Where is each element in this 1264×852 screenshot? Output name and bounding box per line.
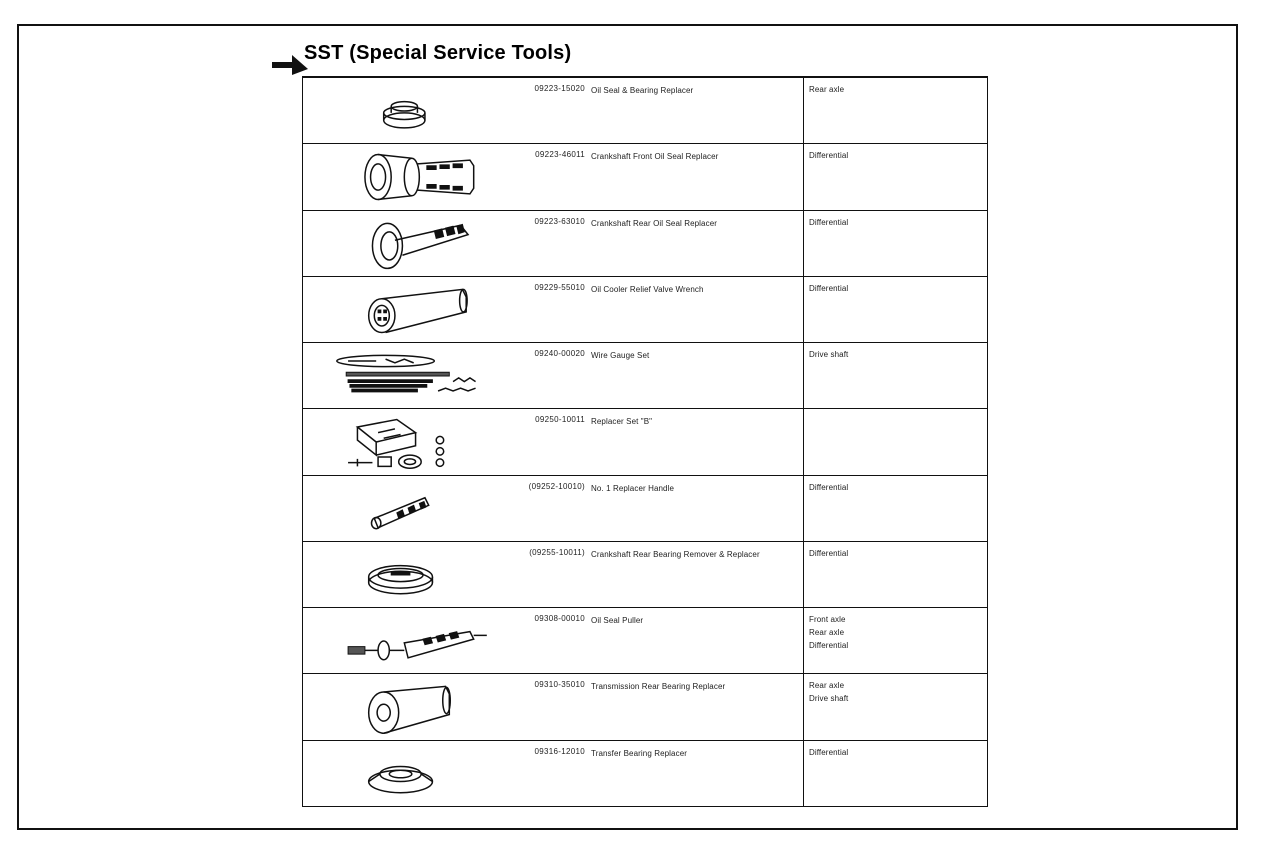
tool-cell xyxy=(303,210,804,276)
tool-name: Wire Gauge Set xyxy=(591,351,650,361)
usage-cell xyxy=(804,475,988,541)
part-number: 09310-35010 xyxy=(534,680,585,690)
replacer-handle-icon xyxy=(329,479,489,539)
tool-row xyxy=(303,475,988,541)
usage-item: Drive shaft xyxy=(809,694,849,704)
usage-item: Front axle xyxy=(809,615,846,625)
usage-cell xyxy=(804,77,988,144)
part-number: 09250-10011 xyxy=(535,415,585,425)
usage-item: Differential xyxy=(809,548,849,558)
tool-row xyxy=(303,77,988,144)
tool-row xyxy=(303,541,988,607)
tool-row xyxy=(303,409,988,475)
part-number: 09308-00010 xyxy=(534,614,585,624)
tool-name: No. 1 Replacer Handle xyxy=(591,483,675,493)
usage-item: Differential xyxy=(809,217,849,227)
tool-name: Crankshaft Rear Oil Seal Replacer xyxy=(591,218,718,228)
tool-name: Replacer Set "B" xyxy=(591,417,653,427)
usage-cell xyxy=(804,674,988,740)
part-number: 09223-46011 xyxy=(535,150,585,160)
usage-cell xyxy=(804,210,988,276)
usage-item: Rear axle xyxy=(809,628,845,638)
tool-row xyxy=(303,343,988,409)
tool-name: Oil Cooler Relief Valve Wrench xyxy=(591,284,704,294)
usage-cell xyxy=(804,541,988,607)
tool-row xyxy=(303,674,988,740)
tool-cell xyxy=(303,276,804,342)
part-number: 09316-12010 xyxy=(534,746,585,756)
section-arrow-icon xyxy=(272,53,308,75)
usage-cell xyxy=(804,276,988,342)
part-number: (09255-10011) xyxy=(529,547,585,557)
usage-cell xyxy=(804,409,988,475)
usage-item: Differential xyxy=(809,283,849,293)
sst-table xyxy=(302,76,988,807)
tool-row xyxy=(303,210,988,276)
tool-cell xyxy=(303,343,804,409)
relief-valve-wrench-icon xyxy=(329,280,489,340)
crankshaft-front-oil-seal-replacer-icon xyxy=(329,147,489,207)
tool-cell xyxy=(303,740,804,806)
tool-cell xyxy=(303,475,804,541)
part-number: 09240-00020 xyxy=(534,349,585,359)
oil-seal-replacer-icon xyxy=(329,81,489,141)
usage-item: Differential xyxy=(809,482,849,492)
usage-item: Differential xyxy=(809,151,849,161)
tool-row xyxy=(303,608,988,674)
replacer-set-icon xyxy=(329,412,489,472)
tool-row xyxy=(303,276,988,342)
page-title: SST (Special Service Tools) xyxy=(304,42,572,64)
usage-item: Drive shaft xyxy=(809,350,849,360)
usage-cell xyxy=(804,144,988,210)
tool-cell xyxy=(303,541,804,607)
tool-name: Transmission Rear Bearing Replacer xyxy=(591,682,726,692)
tool-name: Crankshaft Rear Bearing Remover & Replacer xyxy=(591,549,760,559)
wire-gauge-set-icon xyxy=(329,346,489,406)
transfer-bearing-replacer-icon xyxy=(329,744,489,804)
tool-name: Oil Seal Puller xyxy=(591,616,644,626)
tool-cell xyxy=(303,144,804,210)
bearing-remover-icon xyxy=(329,545,489,605)
usage-cell xyxy=(804,608,988,674)
tool-name: Crankshaft Front Oil Seal Replacer xyxy=(591,152,719,162)
usage-item: Rear axle xyxy=(809,85,845,94)
tool-cell xyxy=(303,409,804,475)
transmission-bearing-replacer-icon xyxy=(329,677,489,737)
usage-item: Rear axle xyxy=(809,681,845,691)
part-number: 09223-63010 xyxy=(534,216,585,226)
tool-cell xyxy=(303,674,804,740)
tool-cell xyxy=(303,77,804,144)
part-number: 09223-15020 xyxy=(534,84,585,93)
tool-row xyxy=(303,144,988,210)
tool-row xyxy=(303,740,988,806)
usage-cell xyxy=(804,343,988,409)
tool-cell xyxy=(303,608,804,674)
usage-item: Differential xyxy=(809,747,849,757)
usage-cell xyxy=(804,740,988,806)
crankshaft-rear-oil-seal-replacer-icon xyxy=(329,214,489,274)
tool-name: Transfer Bearing Replacer xyxy=(591,748,688,758)
part-number: 09229-55010 xyxy=(534,282,585,292)
oil-seal-puller-icon xyxy=(329,611,489,671)
part-number: (09252-10010) xyxy=(528,481,585,491)
usage-item: Differential xyxy=(809,641,849,651)
tool-name: Oil Seal & Bearing Replacer xyxy=(591,86,694,95)
